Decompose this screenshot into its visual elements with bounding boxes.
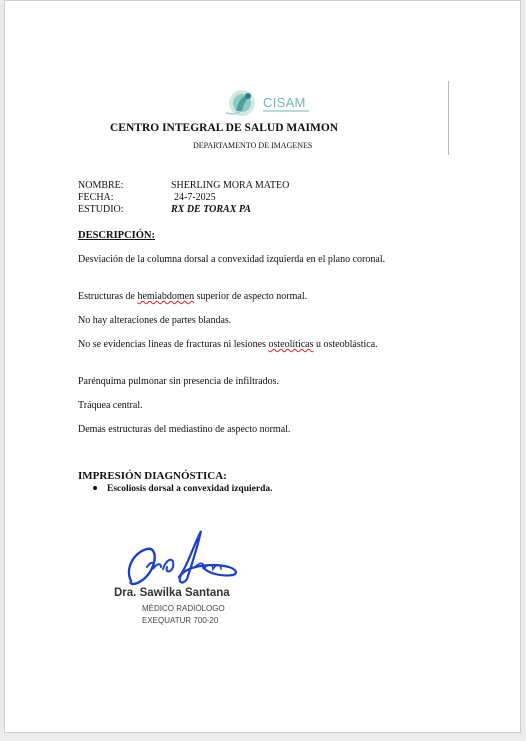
finding-lungs: Parénquima pulmonar sin presencia de infiltrados. — [78, 376, 280, 387]
margin-guide — [448, 81, 449, 155]
doctor-registration: EXEQUATUR 700-20 — [142, 616, 219, 625]
finding-bones-text-start: No se evidencias lineas de fracturas ni lesiones — [78, 339, 269, 350]
date-label: FECHA: — [78, 192, 114, 203]
doctor-name: Dra. Sawilka Santana — [114, 587, 230, 599]
finding-abdomen-text-end: superior de aspecto normal. — [194, 291, 308, 302]
finding-abdomen — [78, 290, 438, 303]
name-value: SHERLING MORA MATEO — [171, 180, 290, 191]
description-heading: DESCRIPCIÓN: — [78, 230, 156, 241]
finding-trachea: Tráquea central. — [78, 400, 143, 411]
date-value: 24-7-2025 — [174, 192, 216, 203]
study-value: RX DE TORAX PA — [171, 204, 251, 215]
department-title: DEPARTAMENTO DE IMAGENES — [193, 141, 313, 150]
institution-title: CENTRO INTEGRAL DE SALUD MAIMON — [110, 122, 339, 134]
logo-text: CISAM — [263, 95, 306, 110]
logo-emblem-icon — [220, 85, 262, 121]
study-label: ESTUDIO: — [78, 204, 124, 215]
handwritten-signature — [117, 527, 247, 589]
impression-item-text: Escoliosis dorsal a convexidad izquierda. — [107, 484, 273, 494]
doctor-role: MÉDICO RADIÓLOGO — [142, 604, 225, 613]
impression-list-item — [93, 484, 272, 494]
bullet-icon — [93, 486, 97, 490]
finding-bones-text-end: u osteoblástica. — [313, 339, 378, 350]
spellcheck-flag-word: osteolíticas — [268, 339, 314, 350]
spellcheck-flag-word: hemiabdomen — [137, 291, 195, 302]
finding-soft-tissue: No hay alteraciones de partes blandas. — [78, 315, 232, 326]
name-label: NOMBRE: — [78, 180, 124, 191]
logo-tagline-bar — [263, 110, 309, 112]
finding-bones — [78, 338, 438, 351]
finding-abdomen-text-start: Estructuras de — [78, 291, 138, 302]
impression-heading: IMPRESIÓN DIAGNÓSTICA: — [78, 470, 227, 482]
cisam-logo — [220, 85, 315, 121]
document-page — [4, 0, 521, 733]
finding-spine: Desviación de la columna dorsal a convexidad izquierda en el plano coronal. — [78, 254, 386, 265]
finding-mediastinum: Demas estructuras del mediastino de aspecto normal. — [78, 424, 291, 435]
